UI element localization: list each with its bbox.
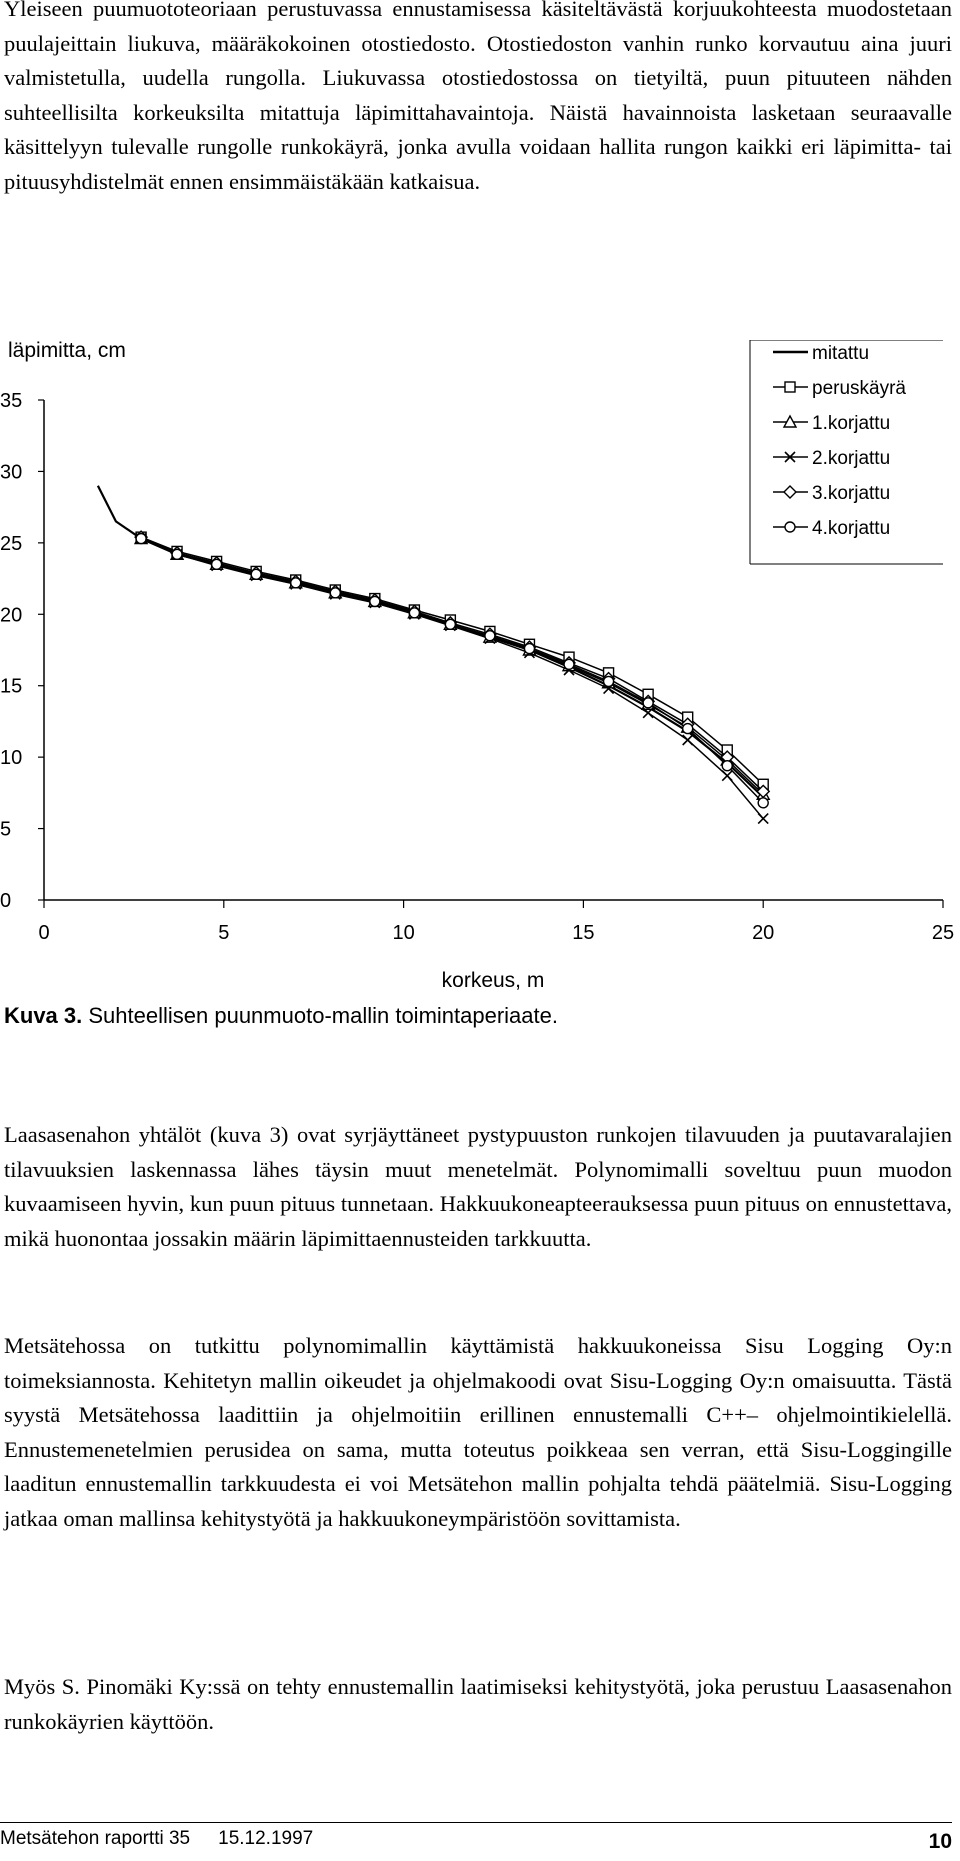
laasasenaho-paragraph: Laasasenahon yhtälöt (kuva 3) ovat syrjäyttäneet pystypuuston runkojen tilavuuden ja puutavaralajien tilavuuksien laskennassa lähes täysin muut menetelmät. Polynomimalli soveltuu puun muodon kuvaamiseen hyvin, kun puun pituus tunnetaan. Hakkuukoneapteerauksessa puun pituus on ennustettava, mikä huonontaa jossakin määrin läpimittaennusteiden tarkkuutta.	[4, 1122, 952, 1251]
data-point	[758, 798, 768, 808]
data-point	[330, 588, 340, 598]
y-tick-label: 20	[0, 604, 23, 627]
series-line	[98, 486, 763, 797]
x-tick-label: 0	[38, 922, 50, 944]
series-line	[141, 539, 763, 819]
legend-swatch-marker	[785, 382, 795, 392]
footer-rule	[0, 1822, 952, 1823]
legend-swatch-marker	[785, 522, 795, 532]
y-tick-label: 25	[0, 532, 23, 555]
legend-entry: 1.korjattu	[812, 413, 891, 434]
series-0	[98, 486, 763, 797]
legend-entry: 3.korjattu	[812, 483, 891, 504]
y-tick-label: 0	[0, 890, 12, 912]
data-point	[136, 534, 146, 544]
series-line	[141, 537, 763, 784]
footer-date: 15.12.1997	[218, 1828, 314, 1849]
series-1	[136, 532, 768, 789]
page-number: 10	[928, 1830, 952, 1853]
x-tick-label: 20	[752, 922, 775, 944]
metsateho-paragraph: Metsätehossa on tutkittu polynomimallin käyttämistä hakkuukoneissa Sisu Logging Oy:n toimeksiannosta. Kehitetyn mallin oikeudet ja ohjelmakoodi ovat Sisu-Logging Oy:n omaisuutta. Tästä syystä Metsätehossa laadittiin ja ohjelmoitiin erillinen ennustemalli C++– ohjelmointikielellä. Ennustemenetelmien perusidea on sama, mutta toteutus poikkeaa sen verran, että Sisu-Loggingille laaditun ennustemallin tarkkuudesta ei voi Metsätehon mallin pohjalta tehdä päätelmiä. Sisu-Logging jatkaa oman mallinsa kehitystyötä ja hakkuukoneympäristöön sovittamista.	[4, 1333, 952, 1531]
data-point	[683, 724, 693, 734]
x-tick-label: 5	[218, 922, 230, 944]
legend-entry: 2.korjattu	[812, 448, 891, 469]
chart-legend	[750, 340, 943, 564]
data-point	[683, 735, 693, 745]
data-point	[445, 619, 455, 629]
series-line	[141, 537, 763, 791]
data-point	[212, 559, 222, 569]
data-point	[564, 659, 574, 669]
y-axis-label: läpimitta, cm	[8, 340, 126, 362]
series-5	[136, 534, 768, 808]
x-tick-label: 15	[572, 922, 595, 944]
data-point	[291, 578, 301, 588]
legend-entry: mitattu	[812, 343, 870, 364]
y-tick-label: 5	[0, 818, 12, 841]
footer-publication-info	[0, 1828, 313, 1850]
data-point	[722, 771, 732, 781]
stem-curve-chart	[0, 340, 960, 995]
x-axis-label: korkeus, m	[441, 969, 545, 992]
data-point	[172, 549, 182, 559]
data-point	[604, 676, 614, 686]
legend-entry: peruskäyrä	[812, 378, 906, 399]
footer-publication: Metsätehon raportti 35	[0, 1828, 191, 1849]
data-point	[524, 644, 534, 654]
series-4	[135, 531, 769, 797]
data-point	[370, 596, 380, 606]
x-tick-label: 10	[392, 922, 415, 944]
y-tick-label: 10	[0, 747, 23, 770]
data-point	[643, 698, 653, 708]
intro-paragraph: Yleiseen puumuototeoriaan perustuvassa ennustamisessa käsiteltävästä korjuukohteesta muodostetaan puulajeittain liukuva, määräkokoinen otostiedosto. Otostiedoston vanhin runko korvautuu aina juuri valmistetulla, uudella rungolla. Liukuvassa otostiedostossa on tietyiltä, puun pituuteen nähden suhteellisilta korkeuksilta mitattuja läpimittahavaintoja. Näistä havainnoista lasketaan seuraavalle käsittelyyn tulevalle rungolle runkokäyrä, jonka avulla voidaan hallita rungon kaikki eri läpimitta- tai pituusyhdistelmät ennen ensimmäistäkään katkaisua.	[4, 0, 952, 194]
figure-caption-text: Suhteellisen puunmuoto-mallin toimintaperiaate.	[82, 1003, 558, 1028]
series-line	[141, 539, 763, 795]
y-tick-label: 15	[0, 675, 23, 698]
series-3	[136, 534, 768, 824]
figure-caption-label: Kuva 3.	[4, 1003, 83, 1028]
data-point	[409, 608, 419, 618]
series-line	[141, 539, 763, 803]
figure-caption	[4, 1003, 558, 1029]
y-tick-label: 30	[0, 461, 23, 484]
pinomaki-paragraph: Myös S. Pinomäki Ky:ssä on tehty ennustemallin laatimiseksi kehitystyötä, joka perustuu Laasasenahon runkokäyrien käyttöön.	[4, 1674, 952, 1734]
data-point	[251, 569, 261, 579]
legend-entry: 4.korjattu	[812, 518, 891, 539]
data-point	[722, 761, 732, 771]
x-tick-label: 25	[931, 922, 955, 944]
data-point	[485, 631, 495, 641]
y-tick-label: 35	[0, 390, 23, 412]
data-point	[758, 814, 768, 824]
series-2	[135, 533, 769, 800]
